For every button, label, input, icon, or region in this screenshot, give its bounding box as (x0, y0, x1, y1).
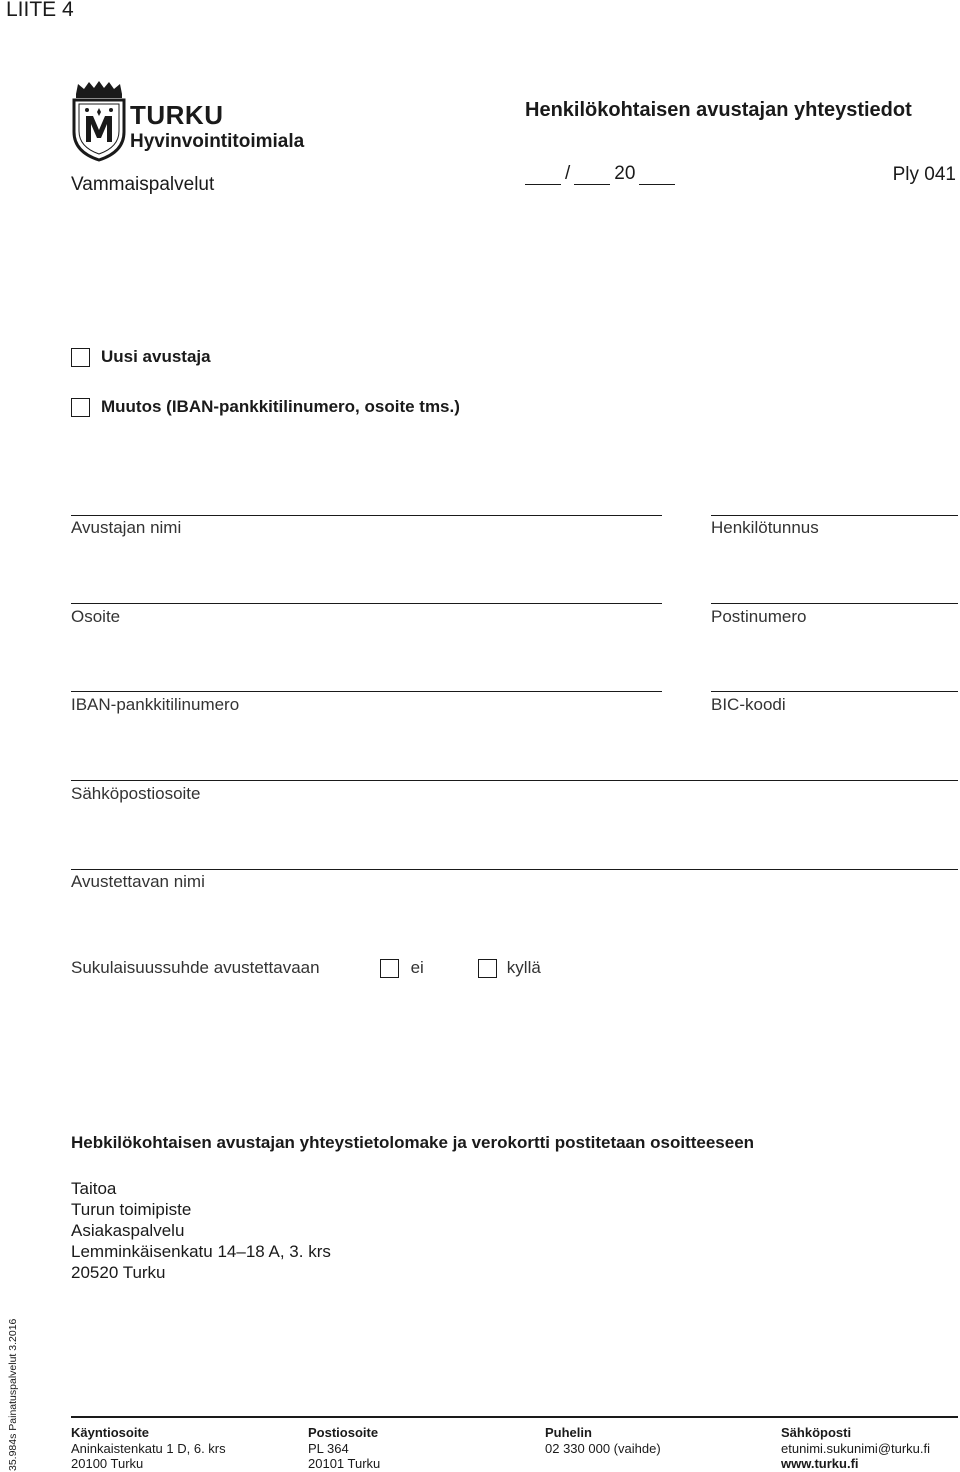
footer-postal-line2: 20101 Turku (308, 1456, 381, 1471)
new-assistant-label: Uusi avustaja (101, 347, 211, 366)
assisted-name-label: Avustettavan nimi (71, 872, 205, 891)
change-label: Muutos (IBAN-pankkitilinumero, osoite tms.) (101, 397, 460, 416)
address-line[interactable] (71, 603, 662, 604)
assistant-name-label: Avustajan nimi (71, 518, 182, 537)
year-prefix: 20 (614, 163, 636, 184)
mailing-address (71, 1178, 331, 1283)
footer-email-line1: etunimi.sukunimi@turku.fi (781, 1440, 931, 1456)
iban-label: IBAN-pankkitilinumero (71, 695, 240, 714)
appendix-label: LIITE 4 (6, 0, 74, 21)
address-line-1: Taitoa (71, 1179, 117, 1198)
option-change[interactable] (71, 397, 460, 417)
form-code: Ply 041 (892, 164, 956, 185)
turku-coat-of-arms-logo (70, 80, 128, 162)
footer-phone-heading: Puhelin (545, 1425, 592, 1440)
print-info: 35.984s Painatuspalvelut 3.2016 (7, 1318, 19, 1471)
address-line-2: Turun toimipiste (71, 1200, 192, 1219)
brand-subtitle: Hyvinvointitoimiala (130, 131, 305, 152)
address-line-4: Lemminkäisenkatu 14–18 A, 3. krs (71, 1242, 331, 1261)
address-line-3: Asiakaspalvelu (71, 1221, 185, 1240)
footer-website[interactable]: www.turku.fi (781, 1456, 859, 1471)
department-name: Vammaispalvelut (71, 174, 215, 195)
assistant-name-line[interactable] (71, 515, 662, 516)
relation-yes-checkbox[interactable] (478, 959, 497, 978)
relation-row (71, 958, 541, 978)
month-blank[interactable] (574, 166, 610, 185)
footer-email (781, 1425, 930, 1472)
option-new-assistant[interactable] (71, 347, 211, 367)
date-field (525, 163, 679, 185)
personal-id-line[interactable] (711, 515, 958, 516)
address-line-5: 20520 Turku (71, 1263, 166, 1282)
footer-postal-line1: PL 364 (308, 1440, 349, 1456)
mailing-notice: Hebkilökohtaisen avustajan yhteystietolomake ja verokortti postitetaan osoitteeseen (71, 1133, 755, 1152)
brand-name: TURKU (130, 100, 224, 130)
iban-line[interactable] (71, 691, 662, 692)
footer-postal-address (308, 1425, 380, 1472)
footer-visit-line1: Aninkaistenkatu 1 D, 6. krs (71, 1440, 226, 1456)
relation-no-label: ei (410, 958, 424, 977)
footer-visit-line2: 20100 Turku (71, 1456, 144, 1471)
footer-email-heading: Sähköposti (781, 1425, 852, 1440)
relation-no-checkbox[interactable] (380, 959, 399, 978)
postal-code-label: Postinumero (711, 607, 807, 626)
postal-code-line[interactable] (711, 603, 958, 604)
change-checkbox[interactable] (71, 398, 90, 417)
address-label: Osoite (71, 607, 121, 626)
bic-line[interactable] (711, 691, 958, 692)
bic-label: BIC-koodi (711, 695, 786, 714)
footer-phone-line1: 02 330 000 (vaihde) (545, 1440, 661, 1456)
form-title: Henkilökohtaisen avustajan yhteystiedot (525, 99, 912, 121)
footer-postal-heading: Postiosoite (308, 1425, 379, 1440)
footer-visit-address (71, 1425, 226, 1472)
footer-divider (71, 1416, 958, 1418)
new-assistant-checkbox[interactable] (71, 348, 90, 367)
email-line[interactable] (71, 780, 958, 781)
relation-yes-label: kyllä (506, 958, 541, 977)
email-label: Sähköpostiosoite (71, 784, 201, 803)
personal-id-label: Henkilötunnus (711, 518, 819, 537)
footer-visit-heading: Käyntiosoite (71, 1425, 150, 1440)
footer-phone (545, 1425, 661, 1456)
year-blank[interactable] (639, 166, 675, 185)
date-separator: / (565, 163, 571, 184)
day-blank[interactable] (525, 166, 561, 185)
relation-label: Sukulaisuussuhde avustettavaan (71, 958, 320, 977)
assisted-name-line[interactable] (71, 869, 958, 870)
